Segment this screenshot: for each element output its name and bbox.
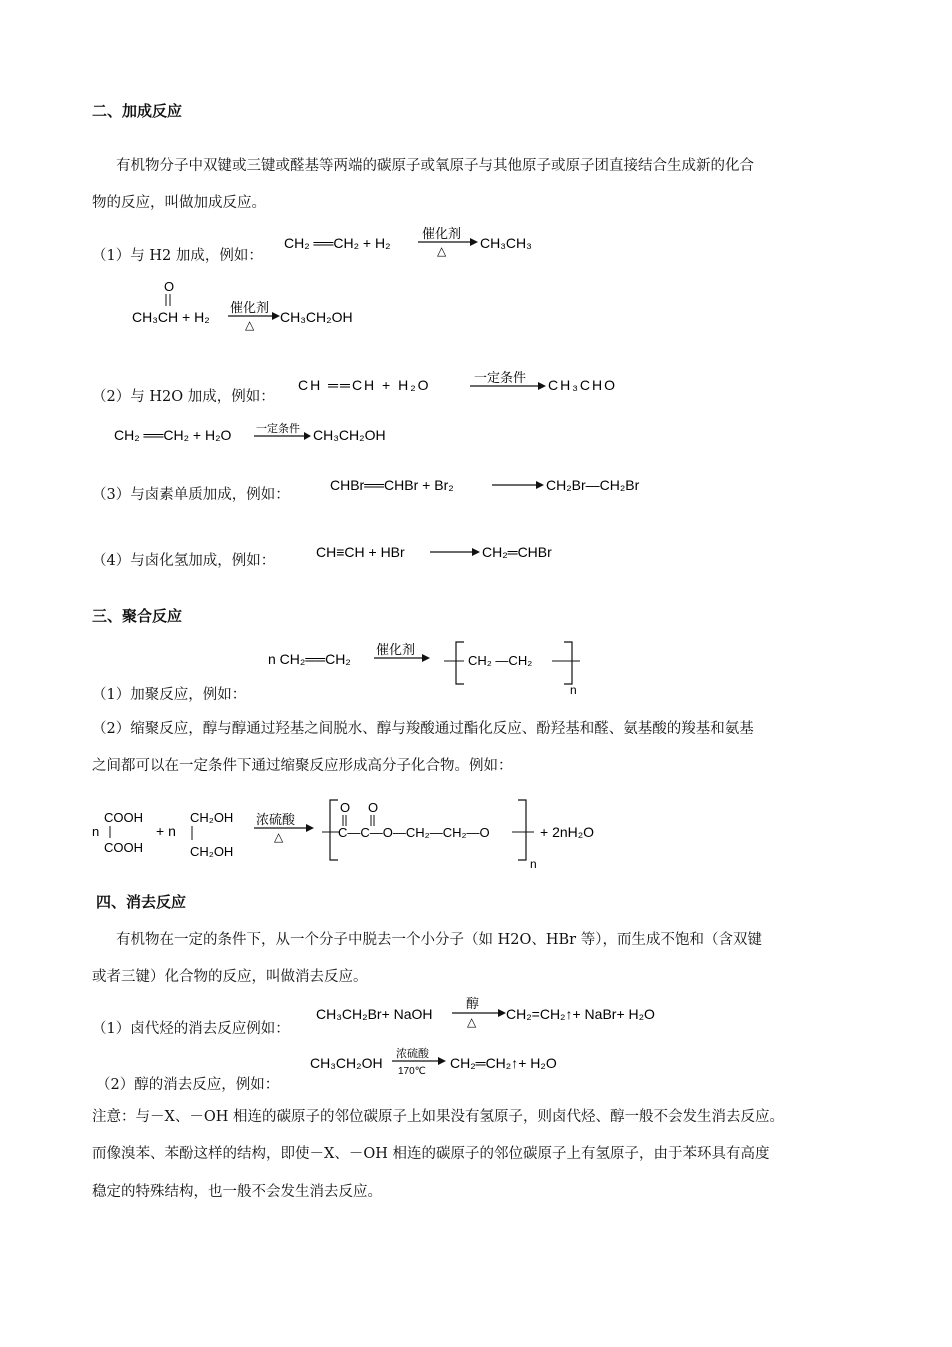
polymerization-item1-label: （1）加聚反应，例如： — [92, 687, 247, 703]
eq8-ch2oh-top: CH₂OH — [190, 810, 234, 825]
eq8-plus-n: + n — [156, 823, 176, 839]
eq7-bracket-right — [564, 642, 572, 684]
eq8-catalyst: 浓硫酸 — [256, 812, 296, 827]
eq1-catalyst: 催化剂 — [422, 226, 462, 241]
eq1-heat: △ — [437, 244, 447, 258]
addition-definition-line1: 有机物分子中双键或三键或醛基等两端的碳原子或氧原子与其他原子或原子团直接结合生成新的化合 — [116, 158, 754, 174]
eq8-cooh-top: COOH — [104, 810, 143, 825]
elimination-definition-line2: 或者三键）化合物的反应，叫做消去反应。 — [92, 969, 368, 985]
eq5-right: CH₂Br—CH₂Br — [546, 477, 640, 493]
eq1-left: CH₂ ══CH₂ + H₂ — [284, 235, 391, 251]
equation-haloalkane-elimination — [316, 996, 706, 1035]
eq9-alcohol: 醇 — [466, 996, 480, 1011]
eq1-right: CH₃CH₃ — [480, 235, 532, 251]
equation-acetaldehyde-hydrogenation — [132, 276, 372, 335]
eq7-catalyst: 催化剂 — [376, 642, 416, 657]
eq2-heat: △ — [245, 318, 255, 332]
eq7-subscript-n: n — [570, 683, 577, 697]
eq5-left: CHBr══CHBr + Br₂ — [330, 477, 454, 493]
eq8-bracket-right — [518, 800, 526, 860]
eq10-temp: 170℃ — [398, 1066, 426, 1077]
polymerization-item2-line1: （2）缩聚反应，醇与醇通过羟基之间脱水、醇与羧酸通过酯化反应、酚羟基和醛、氨基酸的羧基和氨基 — [92, 721, 754, 737]
eq8-bracket-left — [330, 800, 338, 860]
eq9-right: CH₂=CH₂↑+ NaBr+ H₂O — [506, 1006, 655, 1022]
eq10-right: CH₂═CH₂↑+ H₂O — [450, 1055, 557, 1071]
eq8-heat: △ — [274, 830, 284, 844]
eq10-conc-sulfuric: 浓硫酸 — [396, 1048, 429, 1060]
eq8-water: + 2nH₂O — [540, 824, 595, 840]
equation-ethene-hydrogenation — [284, 226, 554, 265]
elimination-item1-label: （1）卤代烃的消去反应例如： — [92, 1021, 290, 1037]
equation-condensation-polymerization — [92, 798, 632, 873]
equation-hydrogen-halide-addition — [316, 538, 596, 569]
eq7-bracket-left — [456, 642, 464, 684]
addition-item4-label: （4）与卤化氢加成，例如： — [92, 553, 276, 569]
eq8-n1: n — [92, 824, 100, 839]
equation-addition-polymerization — [268, 638, 598, 705]
polymerization-item2-line2: 之间都可以在一定条件下通过缩聚反应形成高分子化合物。例如： — [92, 758, 513, 774]
eq7-unit: CH₂ —CH₂ — [468, 653, 533, 668]
eq10-left: CH₃CH₂OH — [310, 1055, 383, 1071]
section-title-polymerization: 三、聚合反应 — [92, 607, 183, 625]
addition-item2-label: （2）与 H2O 加成，例如： — [92, 389, 275, 405]
eq8-unit: C—C—O—CH₂—CH₂—O — [338, 825, 490, 840]
eq7-left: n CH₂══CH₂ — [268, 651, 351, 667]
section-title-addition: 二、加成反应 — [92, 102, 183, 120]
elimination-item2-label: （2）醇的消去反应，例如： — [96, 1077, 280, 1093]
eq8-cooh-bottom: COOH — [104, 840, 143, 855]
eq3-left: CH ══CH + H₂O — [298, 377, 431, 393]
eq6-left: CH≡CH + HBr — [316, 544, 405, 560]
eq3-condition: 一定条件 — [474, 370, 527, 385]
eq4-right: CH₃CH₂OH — [313, 427, 386, 443]
eq4-condition: 一定条件 — [256, 423, 300, 435]
eq9-left: CH₃CH₂Br+ NaOH — [316, 1006, 433, 1022]
eq6-right: CH₂═CHBr — [482, 544, 552, 560]
equation-halogen-addition — [330, 470, 670, 501]
eq8-o1: O — [340, 800, 351, 815]
eq3-right: CH₃CHO — [548, 377, 618, 393]
equation-alcohol-elimination — [310, 1046, 600, 1085]
eq2-right: CH₃CH₂OH — [280, 309, 353, 325]
eq9-heat: △ — [467, 1015, 477, 1029]
eq2-left: CH₃CH + H₂ — [132, 309, 210, 325]
eq4-left: CH₂ ══CH₂ + H₂O — [114, 427, 232, 443]
addition-definition-line2: 物的反应，叫做加成反应。 — [92, 195, 266, 211]
eq8-ch2oh-bottom: CH₂OH — [190, 844, 234, 859]
eq8-subscript-n: n — [530, 857, 537, 871]
equation-acetylene-hydration — [298, 370, 638, 403]
elimination-note-line2: 而像溴苯、苯酚这样的结构，即使－X、－OH 相连的碳原子的邻位碳原子上有氢原子，由于苯环具有高度 — [92, 1146, 770, 1162]
elimination-note-line1: 注意：与－X、－OH 相连的碳原子的邻位碳原子上如果没有氢原子，则卤代烃、醇一般不会发生消去反应。 — [92, 1109, 784, 1125]
elimination-definition-line1: 有机物在一定的条件下，从一个分子中脱去一个小分子（如 H2O、HBr 等），而生成不饱和（含双键 — [116, 932, 762, 948]
eq2-catalyst: 催化剂 — [230, 300, 270, 315]
equation-ethene-hydration — [114, 420, 414, 453]
section-title-elimination: 四、消去反应 — [96, 893, 187, 911]
eq2-carbonyl-o: O — [164, 279, 175, 294]
eq1-arrowhead — [470, 238, 478, 246]
eq8-o2: O — [368, 800, 379, 815]
elimination-note-line3: 稳定的特殊结构，也一般不会发生消去反应。 — [92, 1184, 382, 1200]
addition-item3-label: （3）与卤素单质加成，例如： — [92, 487, 290, 503]
addition-item1-label: （1）与 H2 加成，例如： — [92, 248, 263, 264]
